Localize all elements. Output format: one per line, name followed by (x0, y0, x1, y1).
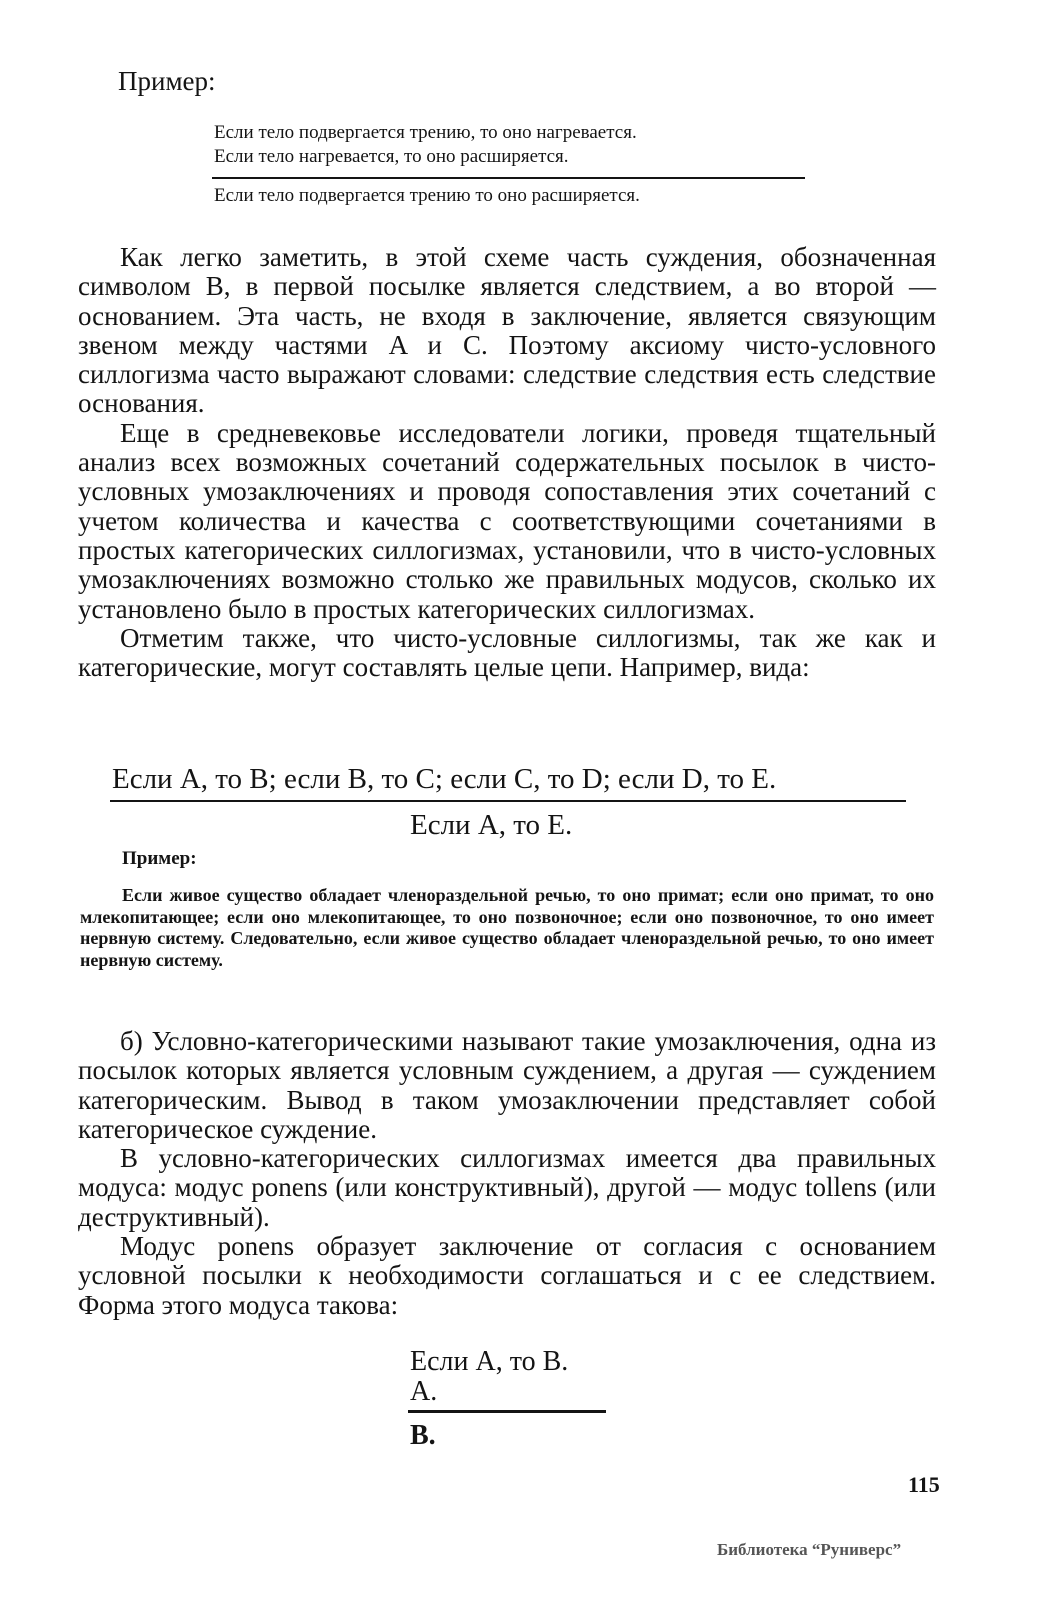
page-number: 115 (908, 1472, 940, 1497)
syllogism-line-1 (212, 177, 805, 179)
library-footer: Библиотека “Руниверс” (717, 1540, 902, 1559)
paragraph-3: Отметим также, что чисто-условные силлогизмы, так же как и категорические, могут составлять целые цепи. Например, вида: (78, 622, 936, 683)
section-b-text (78, 1027, 936, 1320)
chain-formula-line (110, 800, 906, 802)
example2-text: Если живое существо обладает членораздельной речью, то оно примат; если оно примат, то оно млекопитающее; если оно млекопитающее, то оно позвоночное; если оно позвоночное, то оно имеет нервную систему. Следовательно, если живое существо обладает членораздельной речью, то оно имеет нервную систему. (80, 885, 934, 970)
example-conclusion: Если тело подвергается трению то оно расширяется. (214, 185, 640, 206)
paragraph-1: Как легко заметить, в этой схеме часть суждения, обозначенная символом B, в первой посылке является следствием, а во второй — основанием. Эта часть, не входя в заключение, является связующим звеном между частями A и C. Поэтому аксиому чисто-условного силлогизма часто выражают словами: следствие следствия есть следствие основания. (78, 242, 936, 419)
main-text (78, 243, 936, 682)
paragraph-5: В условно-категорических силлогизмах имеется два правильных модуса: модус ponens (или конструктивный), другой — модус tollens (или деструктивный). (78, 1143, 936, 1232)
example-premise-2: Если тело нагревается, то оно расширяется. (214, 146, 569, 167)
paragraph-4: б) Условно-категорическими называют такие умозаключения, одна из посылок которых является условным суждением, а другая — суждением категорическим. Вывод в таком умозаключении представляет собой категорическое суждение. (78, 1026, 936, 1144)
ponens-premise-1: Если A, то B. (410, 1346, 569, 1377)
example-premise-1: Если тело подвергается трению, то оно нагревается. (214, 122, 637, 143)
ponens-conclusion: B. (410, 1420, 436, 1451)
example-heading: Пример: (118, 66, 216, 96)
ponens-line (408, 1410, 606, 1413)
paragraph-6: Модус ponens образует заключение от согласия с основанием условной посылки к необходимости соглашаться и с ее следствием. Форма этого модуса такова: (78, 1231, 936, 1320)
ponens-premise-2: A. (410, 1376, 438, 1407)
chain-formula-premise: Если A, то B; если B, то C; если C, то D; если D, то E. (112, 763, 777, 795)
example2-heading: Пример: (122, 848, 197, 869)
chain-formula-conclusion: Если A, то E. (410, 809, 573, 841)
paragraph-2: Еще в средневековье исследователи логики, проведя тщательный анализ всех возможных сочетаний содержательных посылок в чисто-условных умозаключениях и проводя сопоставления этих сочетаний с учетом количества и качества с соответствующими сочетаниями в простых категорических силлогизмах, установили, что в чисто-условных умозаключениях возможно столько же правильных модусов, сколько их установлено было в простых категорических силлогизмах. (78, 417, 936, 624)
